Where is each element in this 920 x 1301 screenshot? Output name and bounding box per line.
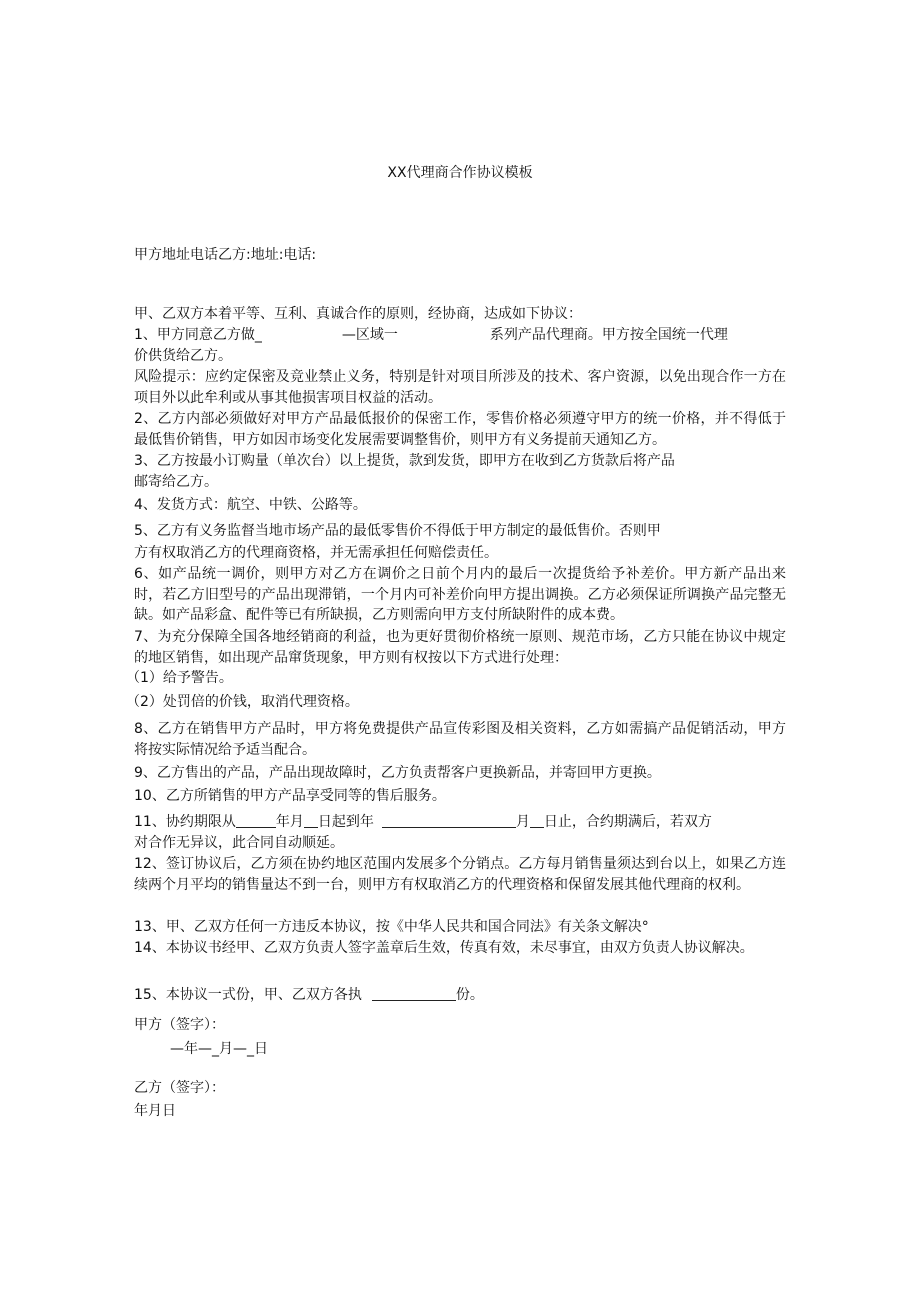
party-a-signature-label: 甲方（签字）： [134,1017,225,1033]
risk-note: 风险提示：应约定保密及竞业禁止义务，特别是针对项目所涉及的技术、客户资源，以免出现合作一方在项目外以此牟利或从事其他损害项目权益的活动。 [134,369,786,406]
clause-7-item-2: （2）处罚倍的价钱，取消代理资格。 [126,694,359,710]
clause-11-part-a: 11、协约期限从 [134,814,236,830]
clause-5: 5、乙方有义务监督当地市场产品的最低零售价不得低于甲方制定的最低售价。否则甲 [134,523,661,539]
clause-2: 2、乙方内部必须做好对甲方产品最低报价的保密工作，零售价格必须遵守甲方的统一价格，并不得低于最低售价销售，甲方如因市场变化发展需要调整售价，则甲方有义务提前天通知乙方。 [134,411,786,448]
clause-11-part-e: 日止，合约期满后，若双方 [543,814,712,830]
term-start-month-blank[interactable] [304,813,318,828]
clause-11-continued: 对合作无异议，此合同自动顺延。 [134,835,344,851]
clause-1 [134,325,728,345]
party-b-signature-label: 乙方（签字）： [134,1080,225,1096]
party-b-date: 年月日 [134,1103,176,1119]
clause-11-part-c: 日起到年 [317,814,374,830]
clause-15-part-b: 份。 [455,987,484,1003]
clause-13: 13、甲、乙双方任何一方违反本协议，按《中华人民共和国合同法》有关条文解决° [134,919,649,935]
term-end-day-blank[interactable] [530,813,544,828]
clause-8: 8、乙方在销售甲方产品时，甲方将免费提供产品宣传彩图及相关资料，乙方如需搞产品促销活动，甲方将按实际情况给予适当配合。 [134,721,786,758]
party-info-line: 甲方地址电话乙方:地址:电话: [134,247,317,263]
clause-15 [134,985,484,1005]
clause-11-part-d: 月 [515,814,530,830]
clause-7: 7、为充分保障全国各地经销商的利益，也为更好贯彻价格统一原则、规范市场，乙方只能在协议中规定的地区销售，如出现产品窜货现象，甲方则有权按以下方式进行处理： [134,629,786,666]
clause-3-continued: 邮寄给乙方。 [134,474,218,490]
party-a-date: —年—_月—_日 [170,1041,268,1057]
document-title: XX代理商合作协议模板 [387,165,533,181]
clause-1-part-a: 1、甲方同意乙方做_ [134,327,262,343]
clause-5-continued: 方有权取消乙方的代理商资格，并无需承担任何赔偿责任。 [134,545,498,561]
term-end-year-blank[interactable] [382,813,516,828]
clause-14: 14、本协议书经甲、乙双方负责人签字盖章后生效，传真有效，未尽事宜，由双方负责人协议解决。 [134,940,754,956]
clause-3: 3、乙方按最小订购量（单次台）以上提货，款到发货，即甲方在收到乙方货款后将产品 [134,453,675,469]
clause-15-part-a: 15、本协议一式份，甲、乙双方各执 [134,987,362,1003]
clause-11 [134,812,712,832]
clause-11-part-b: 年月 [275,814,304,830]
clause-12: 12、签订协议后，乙方须在协约地区范围内发展多个分销点。乙方每月销售量须达到台以上，如果乙方连续两个月平均的销售量达不到一台，则甲方有权取消乙方的代理资格和保留发展其他代理商的权利。 [134,856,786,893]
clause-4: 4、发货方式：航空、中铁、公路等。 [134,497,367,513]
clause-7-item-1: （1）给予警告。 [126,670,233,686]
intro-paragraph: 甲、乙双方本着平等、互利、真诚合作的原则，经协商，达成如下协议： [134,306,582,322]
clause-1-part-b: —区域一 [341,327,398,343]
clause-9: 9、乙方售出的产品，产品出现故障时，乙方负责帮客户更换新品，并寄回甲方更换。 [134,765,661,781]
clause-1-part-c: 系列产品代理商。甲方按全国统一代理 [489,327,728,343]
copies-count-blank[interactable] [372,986,456,1001]
term-start-year-blank[interactable] [236,813,276,828]
clause-1-continued: 价供货给乙方。 [134,348,232,364]
clause-10: 10、乙方所销售的甲方产品享受同等的售后服务。 [134,788,446,804]
clause-6: 6、如产品统一调价，则甲方对乙方在调价之日前个月内的最后一次提货给予补差价。甲方新产品出来时，若乙方旧型号的产品出现滞销，一个月内可补差价向甲方提出调换。乙方必须保证所调换产品完整无缺。如产品彩盒、配件等已有所缺损，乙方则需向甲方支付所缺附件的成本费。 [134,566,786,623]
